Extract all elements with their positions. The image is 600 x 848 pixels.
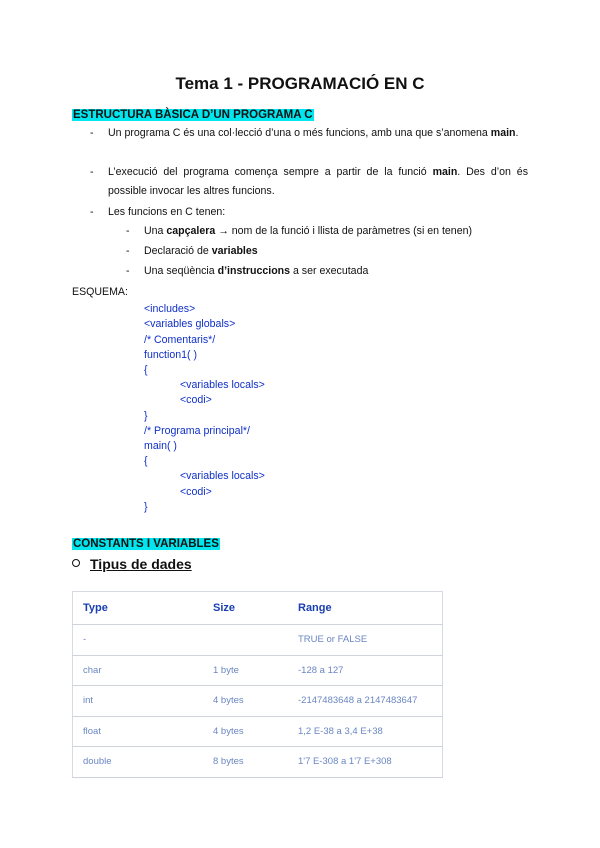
code-line: <codi>	[180, 486, 212, 498]
table-cell: char	[73, 655, 204, 686]
bullet-dash: -	[126, 245, 130, 257]
section-heading-constants	[72, 534, 220, 552]
table-cell: -128 a 127	[288, 655, 443, 686]
code-line: <variables locals>	[180, 379, 265, 391]
text-run: .	[515, 127, 519, 139]
table-cell: 1'7 E-308 a 1'7 E+308	[288, 747, 443, 778]
code-line: }	[144, 410, 148, 422]
code-line: <codi>	[180, 394, 212, 406]
column-header: Range	[288, 592, 443, 625]
bullet-text: Les funcions en C tenen:	[108, 206, 226, 218]
section-heading-structure	[72, 105, 314, 123]
bold-term: d’instruccions	[217, 265, 291, 277]
heading-highlight: ESTRUCTURA BÀSICA D’UN PROGRAMA C	[73, 109, 313, 121]
bullet-dash: -	[90, 127, 94, 139]
table-row	[73, 686, 443, 717]
table-cell: float	[73, 716, 204, 747]
text-run: a ser executada	[290, 265, 369, 277]
bullet-item	[90, 163, 530, 203]
table-cell	[203, 625, 288, 656]
column-header: Size	[203, 592, 288, 625]
text-run: L’execució del programa comença sempre a partir de la funció	[108, 166, 433, 178]
table-cell: 8 bytes	[203, 747, 288, 778]
bullet-text	[144, 222, 534, 241]
text-run: Declaració de	[144, 245, 212, 257]
bullet-dash: -	[90, 206, 94, 218]
bold-term: main	[432, 166, 458, 178]
table-row	[73, 655, 443, 686]
table-cell: 1 byte	[203, 655, 288, 686]
heading-highlight: CONSTANTS I VARIABLES	[73, 538, 219, 550]
code-line: <variables locals>	[180, 470, 265, 482]
code-line: /* Comentaris*/	[144, 334, 216, 346]
table-cell: 4 bytes	[203, 716, 288, 747]
text-run: Un programa C és una col·lecció d’una o més funcions, amb una que s’anomena	[108, 127, 491, 139]
bullet-item	[90, 203, 530, 223]
hollow-bullet-icon	[72, 559, 80, 567]
table-cell: 4 bytes	[203, 686, 288, 717]
code-line: {	[144, 364, 148, 376]
subheading-text: Tipus de dades	[90, 556, 192, 572]
bullet-text	[144, 242, 534, 261]
table-cell: -	[73, 625, 204, 656]
bullet-text	[108, 163, 528, 201]
code-line: <variables globals>	[144, 318, 236, 330]
bold-term: variables	[211, 245, 258, 257]
table-header-row	[73, 592, 443, 625]
data-types-table	[72, 591, 443, 778]
table-cell: 1,2 E-38 a 3,4 E+38	[288, 716, 443, 747]
code-line: {	[144, 455, 148, 467]
sub-bullet-item	[126, 222, 526, 242]
subheading-data-types	[72, 556, 192, 572]
table-cell: int	[73, 686, 204, 717]
sub-bullet-item	[126, 262, 526, 282]
code-line: <includes>	[144, 303, 196, 315]
table-row	[73, 625, 443, 656]
bold-term: main	[490, 127, 516, 139]
code-line: main( )	[144, 440, 177, 452]
text-run: Una seqüència	[144, 265, 218, 277]
esquema-label: ESQUEMA:	[72, 286, 128, 298]
text-run: Una	[144, 225, 167, 237]
bullet-text	[108, 124, 528, 143]
table-row	[73, 716, 443, 747]
text-run: → nom de la funció i llista de paràmetres (si en tenen)	[215, 225, 473, 237]
bullet-dash: -	[126, 225, 130, 237]
bullet-text	[144, 262, 534, 281]
sub-bullet-item	[126, 242, 526, 262]
table-row	[73, 747, 443, 778]
code-line: }	[144, 501, 148, 513]
table-cell: TRUE or FALSE	[288, 625, 443, 656]
code-line: function1( )	[144, 349, 197, 361]
column-header: Type	[73, 592, 204, 625]
table-cell: double	[73, 747, 204, 778]
bold-term: capçalera	[166, 225, 216, 237]
bullet-dash: -	[126, 265, 130, 277]
code-line: /* Programa principal*/	[144, 425, 250, 437]
bullet-dash: -	[90, 166, 94, 178]
table-cell: -2147483648 a 2147483647	[288, 686, 443, 717]
page-title: Tema 1 - PROGRAMACIÓ EN C	[175, 74, 425, 93]
bullet-item	[90, 124, 530, 164]
text-run: . Des d’on és possible invocar les altres funcions.	[108, 166, 528, 197]
